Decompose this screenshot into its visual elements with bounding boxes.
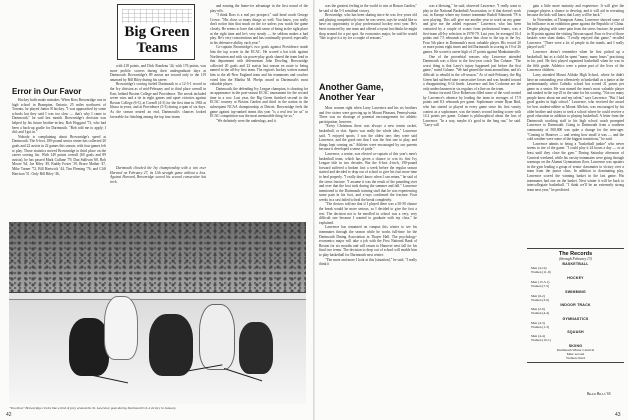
records-line: Men: second	[566, 351, 585, 356]
left-column-1	[12, 98, 106, 220]
logo-title-line1: Big Green	[124, 24, 190, 40]
article-paragraph: "The more and more I look at this [situation]," he said, "I really think it	[319, 257, 417, 267]
records-sport-heading: SKIING	[568, 343, 583, 348]
article-paragraph: "We definitely were the underdogs, and it	[216, 118, 276, 123]
records-line: Women (3-6)	[531, 297, 550, 302]
article-paragraph: Lawrence admits to being a "basketball junkie" who never seems to tire of the game. "I could play it 24 hours a day — or at least until they close the gym." During Saturday afternoon of Carnival weekend, while his varsity teammates were going through warmups on the Alumni Gymnasium floor, Lawrence was upstairs in the gym leading a group of senior classmates to victory over a team from the junior class. In addition to dominating play, Lawrence scored the winning basket in the last game. His teammates had one on the basket. Next winter it will be back to intercollegiate basketball. "I think we'll be an extremely strong team next year," he predicted.	[527, 141, 624, 192]
records-sport-heading: HOCKEY	[567, 275, 584, 280]
right-page	[315, 0, 628, 420]
article-paragraph: "I think Ross is a real pro prospect," said head coach George Crowe. "His close so many things so well. You know, you really don't notice him that much on the ice unless you watch the game closely. He seems to have that sixth sense of being in the right place at the right time and he's very steady — he seldom makes a bad play. He's very conscientious and has continually proved, especially in his defensive ability, each year."	[210, 13, 308, 45]
records-line: Women (7-5)	[531, 284, 550, 289]
section-logo	[117, 4, 195, 60]
article-paragraph: "The doctors told me that if I played there was a 50-50 chance the break would be more serious, so I decided to give the foot a rest. The decision not to be enrolled in school was a very, very difficult one because I wanted to graduate with my class," he explained.	[319, 202, 417, 225]
left-column-3	[210, 4, 308, 220]
records-line: Women (4-4)	[531, 311, 550, 316]
left-column-2	[110, 64, 206, 164]
article-paragraph: Most women right when Larry Lawrence and his six brothers and five sisters were growing up in Mount Pleasant, Pennsylvania. There was no shortage of parental encouragement for athletic participation, however.	[319, 106, 417, 124]
logo-grid-pattern	[122, 9, 192, 23]
records-list	[527, 262, 624, 360]
page-number-right: 43	[615, 412, 621, 418]
article-paragraph: Lawrence has remained on campus this winter to see his teammates through the season while he works full-time for the Dartmouth Dining Association in Thayer Hall. The psychology-economics major will take a job with the First National Bank of Boston for six months and will return to Hanover next fall for his final two terms. The decision to drop out of school will enable him to play basketball for Dartmouth next winter.	[319, 225, 417, 257]
article-paragraph: Lawrence, a senior, was elected co-captain of this year's men's basketball team, which has given a chance to win its first Ivy League title in two decades. But the 6-foot 4-inch, 190-pound forward suffered a broken foot a week before the regular season started and decided to drop out of school to give his foot more time to heal properly. "I really don't know when I can return," he said of the stress fracture. "I assume it was the result of the pounding over and over that the foot took during the summer and fall." Lawrence mentioned to the Dartmouth training staff that he was experiencing some pain in his foot, and x-rays confirmed the fracture. Four weeks in a cast failed to heal the break completely.	[319, 151, 417, 202]
records-line: Men (6-2)	[531, 293, 545, 298]
article-paragraph: Hockey buffs make mistakes. When Ross Brownridge was in high school in Brampton, Ontario, 25 miles northwest of Toronto, he played Junior B hockey. "I was approached by some schools but they said I was too slow — that's why I came to Dartmouth," he said last month. Brownridge's decision was helped by his future brother-in-law, Bob Hoggard '73, who had been a back-up goalie for Dartmouth. "Bob told me to apply; I did; and I got in."	[12, 98, 106, 135]
records-line: Women (1-3)	[531, 324, 550, 329]
article-paragraph: "Every Christmas there was always a new tennis racket, basketball, or skis. Sports was really the whole idea," Lawrence said. "I enjoyed sports. I was the oldest one; they were said Lawrence, and the good one that I was the first one to play, and things kept coming on." Athletes were encouraged by our parents because it developed a sense of pride."	[319, 124, 417, 152]
photo-player-brownridge	[199, 304, 235, 370]
article-paragraph: Brownridge, who has been skating since he was five years old and playing competitively since he was seven, says he would like to have an opportunity to play professional hockey next year. He's been contacted by one team and offered a tryout but thinks he might shop around for a pro spot. An economics major, he said he would "like to give it a try for a couple of seasons."	[319, 13, 417, 41]
records-sport-heading: INDOOR TRACK	[560, 303, 591, 308]
records-line: Women (11-9)	[531, 270, 551, 275]
photo-rink-boards	[9, 292, 306, 300]
article-paragraph: was the greatest feeling in the world to win at Boston Garden," he said of the 5-3 semifinal victory.	[319, 4, 417, 13]
right-column-2	[423, 4, 521, 412]
photo-caption: "Too-Slow" Brownridge circles like a bird of prey around the St. Lawrence goal during Dartmouth's 6-4 victory in January.	[9, 406, 177, 410]
article-paragraph: In November, at Thompson Arena, Lawrence showed some of his brilliance in an exhibition game against the Republic of China. Despite playing with some pain from the stress fracture, he poured in 30 points against the visiting Taiwan squad. Four or five of those baskets were slam dunks. "I really enjoyed that game," recalled Lawrence. "There were a lot of people in the stands, and I really played well."	[527, 17, 624, 50]
article-paragraph: Lawrence doesn't remember when he first picked up a basketball, but as a child he spent "many, many hours" practicing in his yard. He first played organized basketball when he was in the fifth grade. Athletics were a prime part of the lives of the Lawrence children.	[527, 49, 624, 73]
logo-title-line2: Teams	[136, 40, 178, 56]
records-subtitle: (through February 13)	[559, 257, 592, 261]
heading-line: Another Game,	[319, 82, 384, 92]
records-sport-heading: SWIMMING	[565, 289, 586, 294]
article-paragraph: with 218 points, and Dick Rondeau '44, with 176 points, was more prolific scorers during their undergraduate days at Dartmouth. Brownridge's 89 assists are second only to the 119 amassed by Bill Riley during his career.	[110, 64, 206, 82]
article-paragraph: One of the proverbial reasons why Lawrence attended Dartmouth was a blow to the first-year coach Tim Cohane. "The worst thing is that Larry's injury happened just before the first game," noted Cohane. "We had geared the team around him, and it's difficult to rebuild in the off-season." As of mid-February, the Big Green had suffered nine consecutive losses and was headed toward a disappointing, 6-14 finish. Lawrence and Jim Cochrane are the only underclassmen in six regulars of a line on the team.	[423, 54, 521, 91]
records-sport-heading: GYMNASTICS	[562, 316, 589, 321]
article-paragraph: Brownridge's scoring fueled Dartmouth to a 12-5-1 record in the Ivy division as of mid-February and to third place overall in East, behind Boston College and Providence. The streak included seven wins and a tie in eight games and upset victories against Boston College (6-3), at Cornell (4-3) for the first time in 1963 at Ithaca in years, and at Providence (5-3) during a span of six days. As the season neared an end, Dartmouth's chances looked favorable for finishing among the top four teams	[110, 82, 206, 119]
records-line: Dartmouth Winter Carnival	[556, 347, 595, 352]
article-paragraph: Senior forward Clive Robertson filled some of the void created by Lawrence's absence by leading the team in averages of 17.9 points and 8.3 rebounds per game. Sophomore center Ryan Bird, who has started or played in every game since his first varsity contest as a sophomore, was the team's second leading scorer with 14.2 points per game. Cohane is philosophical about the loss of Lawrence. "In a way, maybe it's good in the long run," he said. "Larry will	[423, 91, 521, 128]
records-line: Women: third	[566, 356, 585, 361]
photo-player-goalie	[149, 314, 193, 376]
records-line: Men (4-4)	[531, 334, 545, 339]
article-paragraph: was a blessing," he said, observed Lawrence. "I really want to play in the National Basketball Association, or if that doesn't work out, in Europe where my former teammate Rudolf Edmonds '78 is now playing. This will give me another year to work on my game and give me the added exposure." Lawrence, who has been contacted by a couple of scouts from professional teams, was a first-team all-Ivy selection in 1978-79. Last year, he averaged 16.4 points and 7.5 rebounds to place him close to the top in the Ivy. Four 5th place in Dartmouth's most valuable player. His record 20 or more points eight times and led Dartmouth in scoring in 19 of 26 games. He scored a career high of 27 points against Manhattanville.	[423, 4, 521, 54]
records-sport-heading: BASKETBALL	[562, 262, 589, 267]
records-line: Men (4-14)	[531, 266, 547, 271]
article-paragraph: Co-captain Brownridge's two goals against Providence made him the top scorer in the ECAC. He scored a hat trick against Northeastern and with six power-play goals shared the team lead in that department with defenseman John Dowling. Brownridge collected 20 goals and 22 assists last season en route to being named to the all-Ivy first team. The region's hockey writers named him to the all-New England team and his teammates and coaches voted him the Martha M. Phelps award as Dartmouth's most valuable player.	[210, 45, 308, 87]
article-paragraph: Nobody is complaining about Brownridge's speed at Dartmouth. The 6-foot, 180-pound senior center has collected 20 goals and 22 assists in 22 games this season, with four games left to play. Those statistics moved Brownridge to third place on the career scoring list. With 149 points overall (60 goals and 89 assists), he has passed Mark Cullune '79, Dan Sullivan '68, Bob Moore '64, Joe Riley '49, Buddy Foster '39, Bruce Mather '47, Mike Turner '72, Bill Hartwick '44, Tim Fleming '76, and Cliff Harrison '51. Only Bill Riley '46,	[12, 134, 106, 176]
hockey-photo	[9, 222, 306, 404]
photo-crowd	[9, 222, 306, 292]
article-paragraph: Larry attended Mount Alifake High School, where he didn't have an outstanding year offensively in basketball as a junior at the predominantly white Catholic school but scored 21 points per game as a senior. He was named the team's most valuable player and ranked in the top-25 in the state for his scoring. "Not too many people knew about me and my talent," says Lawrence. "But I had good grades in high school." Lawrence, who received the award for best student-athlete at Mount Allelots, was encouraged by his older brother and sisters to seek a school where he could receive a good education in addition to playing basketball. A letter from the Dartmouth coaching staff to his high school coach prompted Lawrence to Dartmouth. Going to Dartmouth from a southern community of 500,000 was quite a change for the teen-ager. "Coming to Hanover — and seeing how small it was — and the cold weather were some of the biggest transitions," he said.	[527, 72, 624, 142]
records-box	[527, 248, 624, 363]
records-sport-heading: SQUASH	[567, 330, 584, 335]
left-column1-top-blank	[12, 9, 108, 83]
right-column-1-bottom	[319, 106, 417, 412]
article-paragraph: and earning the home-ice advantage in the first round of the play-offs.	[210, 4, 308, 13]
heading-line: Another Year	[319, 92, 375, 102]
records-line: Men (13-5-1)	[531, 279, 550, 284]
section-heading-error: Error in Our Favor	[12, 87, 82, 96]
section-heading-another-game	[319, 82, 384, 102]
article-paragraph: Dartmouth, the defending Ivy League champion, is shooting for an appearance in the post-season ECAC tournament for the second time in a row. Last year, the Big Green finished second in the ECAC tourney at Boston Garden and third in the nation in the subsequent NCAA championship at Detroit. Brownridge feels the game against top-ranked teams this year "is a real test for us" in ECAC competition was the most memorable thing for us."	[210, 86, 308, 119]
right-column-3	[527, 4, 624, 244]
records-title: The Records	[558, 251, 593, 257]
photo-player-dark	[69, 318, 109, 376]
article-paragraph: gain a little more maturity and experience. It will give the younger players a chance to develop, and it will aid in recruiting because the kids will know that Larry will be back."	[527, 4, 624, 18]
hockey-clinch-note: Dartmouth clinched the Ivy championship with a win over Harvard on February 27, its 11th straight game without a loss. Against Harvard, Brownridge scored his second consecutive hat trick.	[110, 166, 206, 184]
left-page	[0, 0, 313, 420]
page-number-left: 42	[6, 412, 12, 418]
photo-player-defender	[239, 322, 273, 374]
photo-player-light	[104, 296, 138, 360]
right-column-1-top	[319, 4, 417, 78]
records-line: Women (10-1)	[531, 338, 551, 343]
records-line: Men (4-3)	[531, 320, 545, 325]
left-column-2-sidebar	[110, 166, 206, 220]
records-line: Men (2-6)	[531, 307, 545, 312]
author-signature: Brad Hills '65	[587, 392, 611, 396]
